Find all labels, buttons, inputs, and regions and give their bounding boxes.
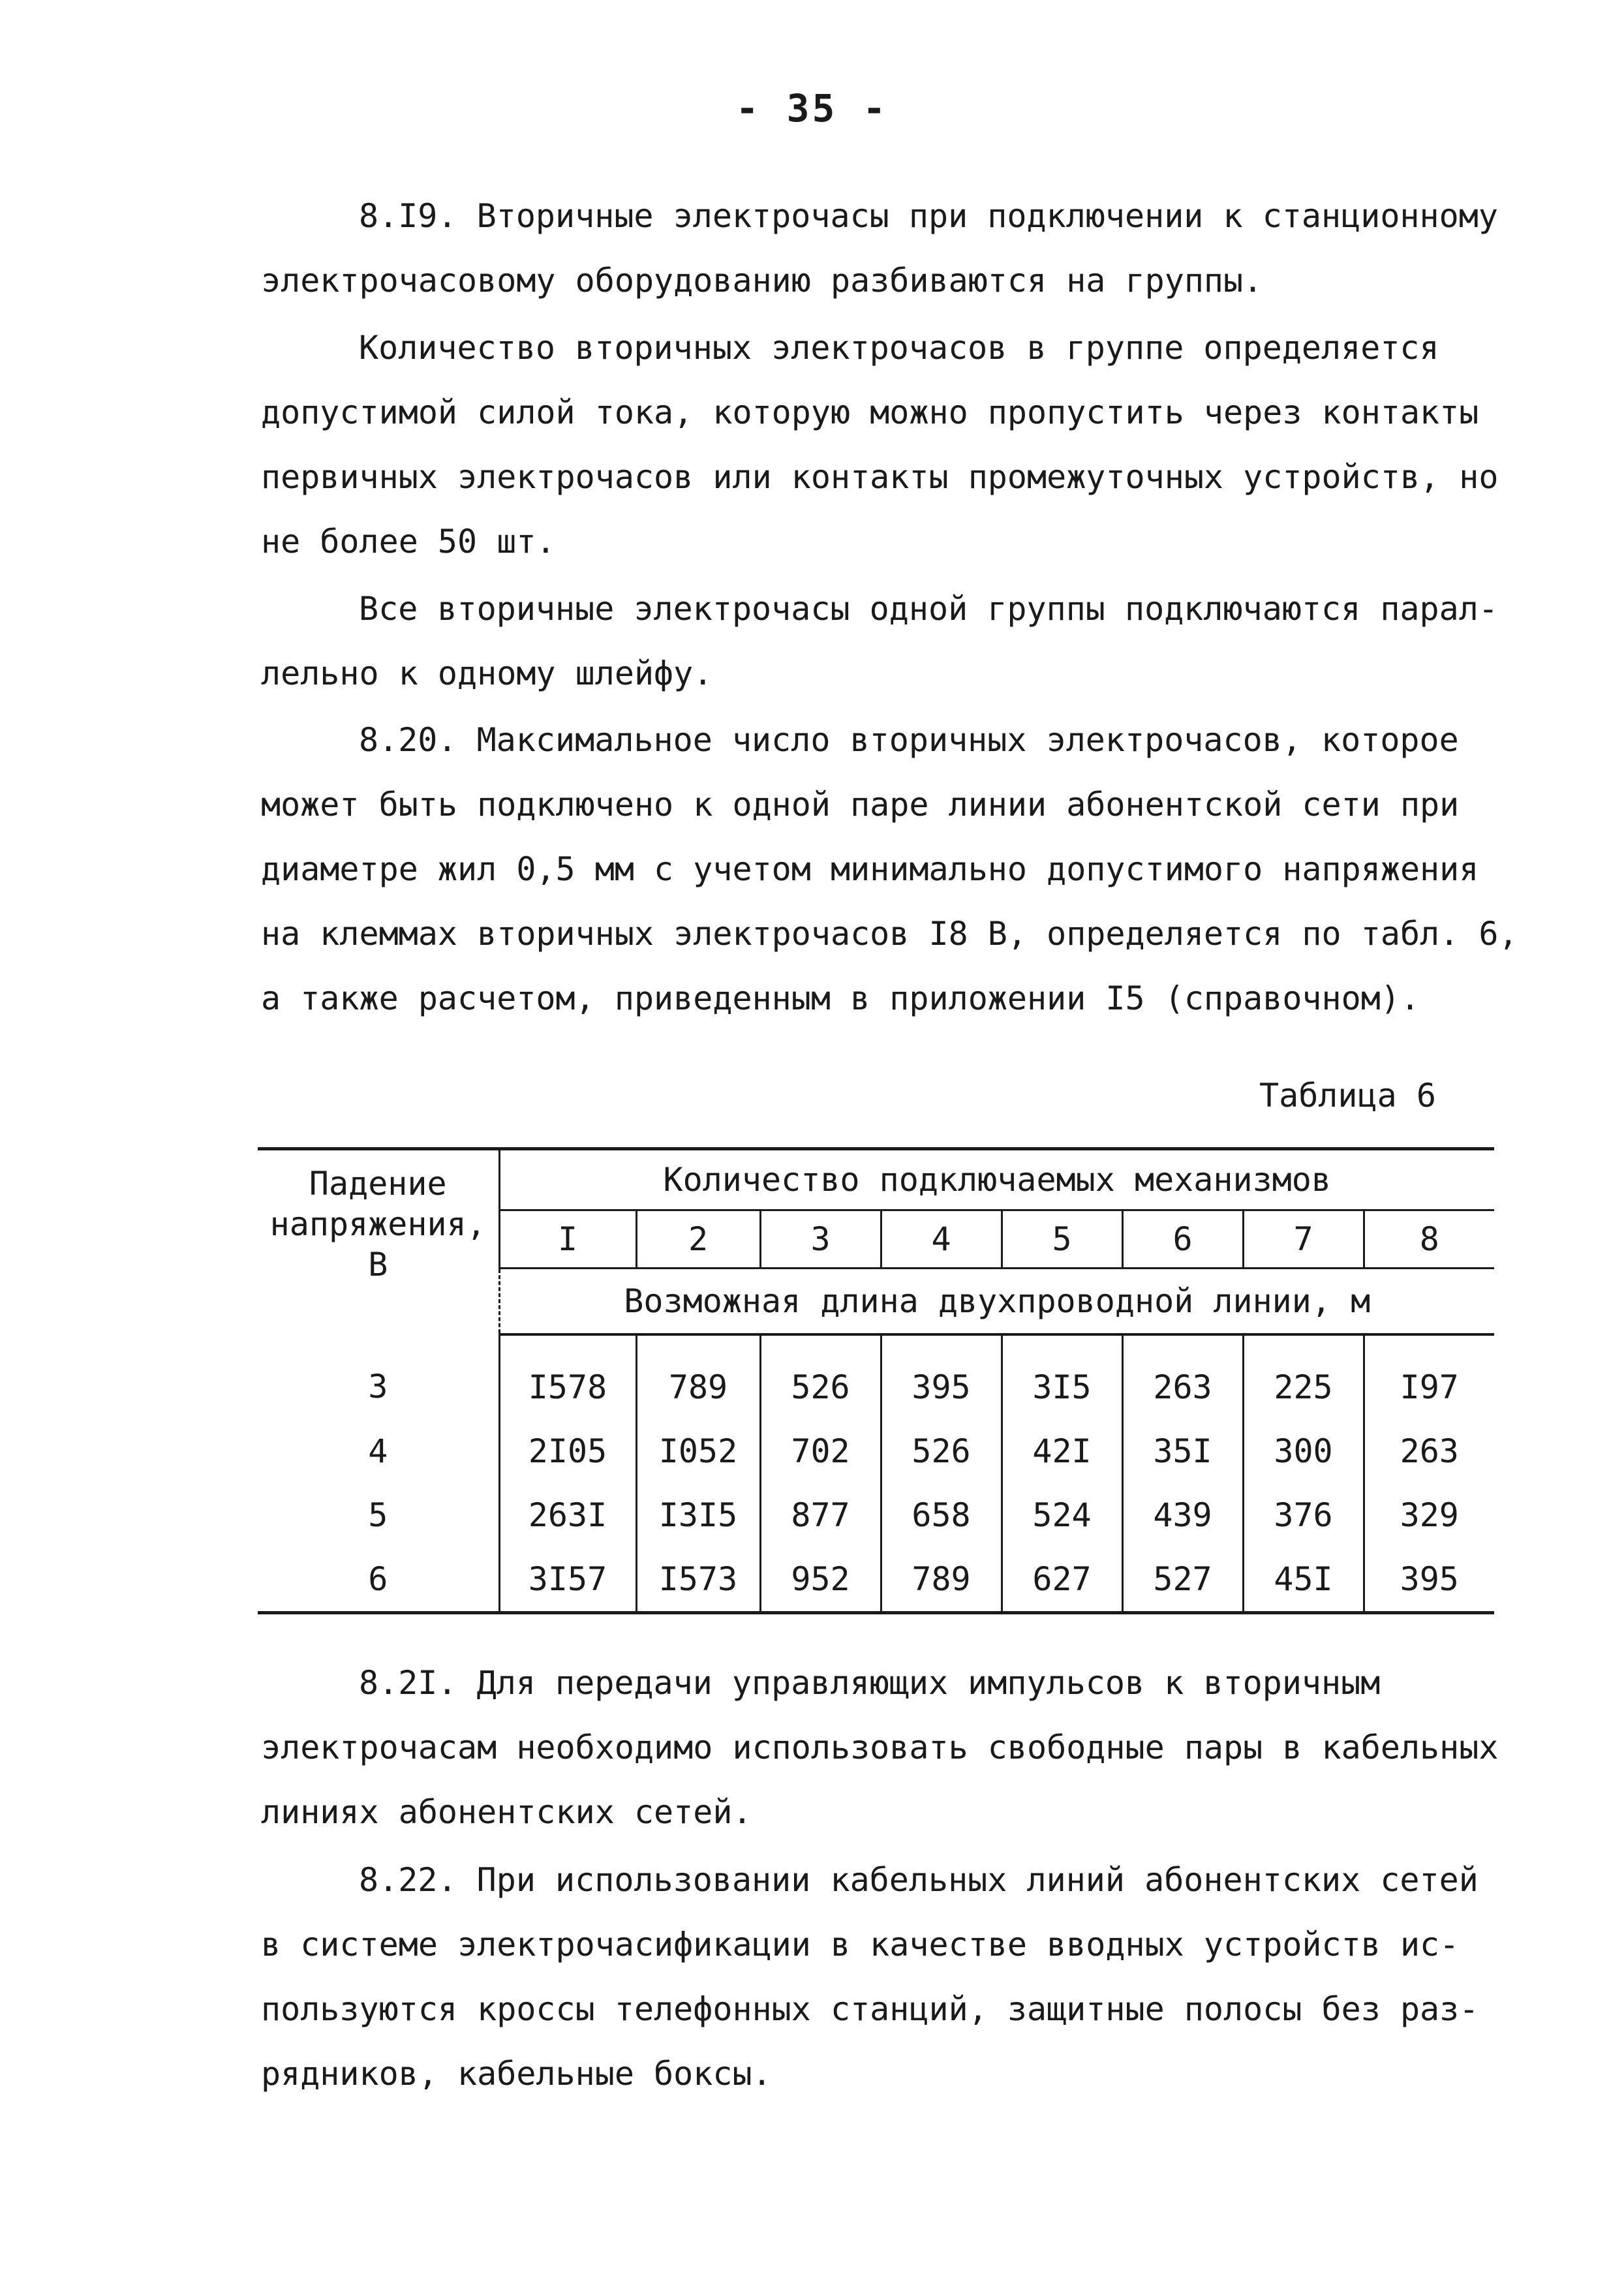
table-cell: 2I05	[499, 1419, 636, 1483]
table-cell: 300	[1243, 1419, 1364, 1483]
table-cell: 877	[760, 1483, 881, 1547]
table-cell: 45I	[1243, 1547, 1364, 1613]
text-line: пользуются кроссы телефонных станций, защитные полосы без раз-	[261, 1990, 1479, 2028]
voltage-cell: 5	[368, 1496, 388, 1534]
text-line: не более 50 шт.	[261, 523, 556, 561]
text-line: 8.I9. Вторичные электрочасы при подключении к станционному	[359, 197, 1498, 235]
table-cell: 35I	[1122, 1419, 1243, 1483]
voltage-cell: 4	[368, 1432, 388, 1470]
table-cell: 42I	[1002, 1419, 1122, 1483]
header-line: Падение	[309, 1165, 447, 1203]
paragraph-8-20	[261, 708, 1527, 1031]
table-row	[258, 1419, 1494, 1483]
paragraph-8-19	[261, 184, 1527, 313]
paragraph-8-21	[261, 1651, 1527, 1845]
table-cell: 524	[1002, 1483, 1122, 1547]
table-cell: 627	[1002, 1547, 1122, 1613]
table-row	[258, 1547, 1494, 1613]
table-cell: 952	[760, 1547, 881, 1613]
column-header: 8	[1364, 1210, 1494, 1269]
text-line: 8.2I. Для передачи управляющих импульсов к вторичным	[359, 1664, 1381, 1702]
text-line: Все вторичные электрочасы одной группы подключаются парал-	[359, 590, 1498, 628]
column-header: 2	[636, 1210, 760, 1269]
table-cell: 263I	[499, 1483, 636, 1547]
header-line: напряжения,	[269, 1205, 486, 1243]
text-line: на клеммах вторичных электрочасов I8 В, определяется по табл. 6,	[261, 915, 1518, 953]
paragraph-group-count	[261, 316, 1527, 574]
page-number: - 35 -	[735, 86, 889, 131]
table-caption: Таблица 6	[1259, 1077, 1436, 1115]
header-line: В	[368, 1246, 388, 1284]
table-cell: 3I5	[1002, 1334, 1122, 1419]
table-cell: 395	[881, 1334, 1002, 1419]
table-cell: 658	[881, 1483, 1002, 1547]
column-header: 6	[1122, 1210, 1243, 1269]
voltage-cell: 3	[368, 1368, 388, 1406]
text-line: лельно к одному шлейфу.	[261, 654, 713, 692]
column-header: 3	[760, 1210, 881, 1269]
text-line: диаметре жил 0,5 мм с учетом минимально допустимого напряжения	[261, 850, 1479, 888]
table-cell: I97	[1364, 1334, 1494, 1419]
text-line: электрочасам необходимо использовать свободные пары в кабельных	[261, 1729, 1499, 1766]
text-line: в системе электрочасификации в качестве вводных устройств ис-	[261, 1926, 1460, 1963]
text-line: а также расчетом, приведенным в приложении I5 (справочном).	[261, 979, 1420, 1017]
table-row	[258, 1483, 1494, 1547]
table-cell: 376	[1243, 1483, 1364, 1547]
table-cell: 3I57	[499, 1547, 636, 1613]
text-line: 8.22. При использовании кабельных линий абонентских сетей	[359, 1861, 1478, 1899]
table-cell: 225	[1243, 1334, 1364, 1419]
voltage-cell: 6	[258, 1547, 499, 1613]
text-line: допустимой силой тока, которую можно пропустить через контакты	[261, 393, 1479, 431]
voltage-drop-header	[258, 1149, 499, 1335]
table-cell: 527	[1122, 1547, 1243, 1613]
table-cell: 702	[760, 1419, 881, 1483]
paragraph-parallel	[261, 577, 1527, 706]
table-cell: I578	[499, 1334, 636, 1419]
table-cell: 395	[1364, 1547, 1494, 1613]
table-row	[258, 1334, 1494, 1419]
column-header: 4	[881, 1210, 1002, 1269]
table-cell: I573	[636, 1547, 760, 1613]
column-header: 5	[1002, 1210, 1122, 1269]
table-header-row	[258, 1149, 1494, 1210]
paragraph-8-22	[261, 1848, 1527, 2106]
text-line: 8.20. Максимальное число вторичных электрочасов, которое	[359, 721, 1459, 759]
table-cell: 526	[881, 1419, 1002, 1483]
table-cell: 439	[1122, 1483, 1243, 1547]
voltage-drop-table	[258, 1147, 1494, 1614]
text-line: может быть подключено к одной паре линии абонентской сети при	[261, 786, 1460, 823]
column-header: 7	[1243, 1210, 1364, 1269]
table-cell: I3I5	[636, 1483, 760, 1547]
text-line: линиях абонентских сетей.	[261, 1793, 752, 1831]
text-line: электрочасовому оборудованию разбиваются на группы.	[261, 262, 1263, 300]
text-line: рядников, кабельные боксы.	[261, 2055, 772, 2093]
table-cell: 789	[881, 1547, 1002, 1613]
text-line: первичных электрочасов или контакты промежуточных устройств, но	[261, 458, 1499, 496]
column-header: I	[499, 1210, 636, 1269]
table-cell: I052	[636, 1419, 760, 1483]
text-line: Количество вторичных электрочасов в группе определяется	[359, 329, 1439, 367]
table-cell: 329	[1364, 1483, 1494, 1547]
mechanisms-count-header: Количество подключаемых механизмов	[499, 1149, 1494, 1210]
table-cell: 789	[636, 1334, 760, 1419]
line-length-header: Возможная длина двухпроводной линии, м	[499, 1269, 1494, 1335]
table-cell: 263	[1364, 1419, 1494, 1483]
table-cell: 263	[1122, 1334, 1243, 1419]
table-cell: 526	[760, 1334, 881, 1419]
